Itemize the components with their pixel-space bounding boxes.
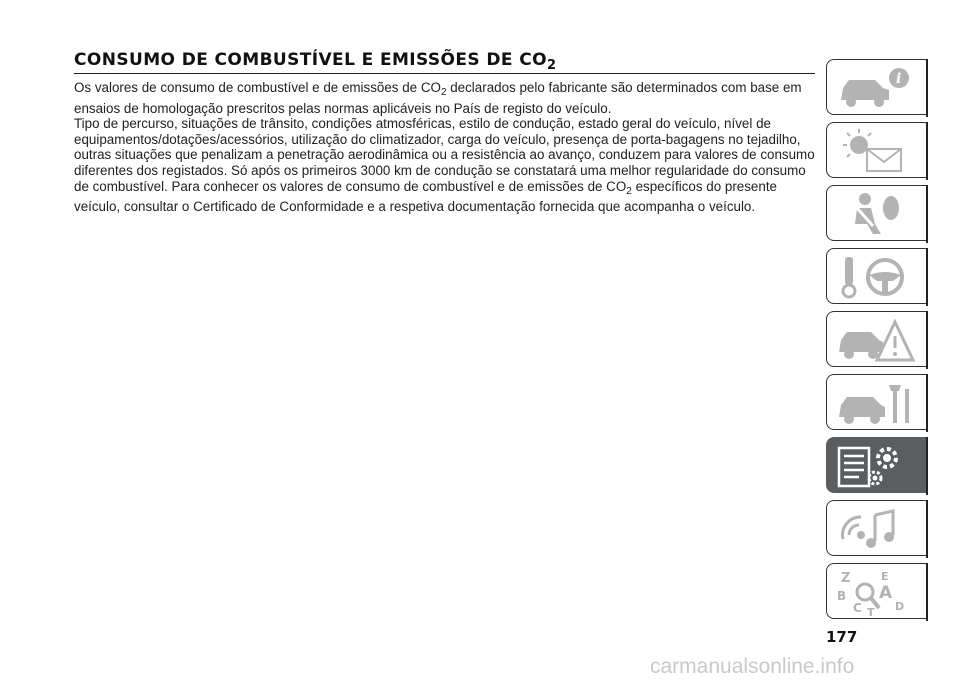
tab-edge [926, 185, 928, 243]
index-letter: C [853, 601, 862, 615]
svg-text:i: i [896, 71, 902, 87]
technical-data-gears-icon [835, 442, 917, 490]
safety-seatbelt-airbag-icon [835, 190, 917, 238]
paragraph-intro-subscript: 2 [440, 87, 447, 98]
alphabetical-index-icon [835, 568, 917, 616]
paragraph-intro [74, 80, 819, 116]
chapter-tab-warning-lights[interactable] [826, 122, 926, 178]
title-rule [74, 73, 815, 74]
index-letter: B [837, 589, 847, 603]
page-title-text: CONSUMO DE COMBUSTÍVEL E EMISSÕES DE CO [74, 50, 547, 70]
chapter-tab-technical-data[interactable] [826, 437, 926, 493]
tab-edge [926, 500, 928, 558]
page-title [74, 50, 556, 73]
tab-edge [926, 311, 928, 369]
car-service-tools-icon [835, 379, 917, 427]
paragraph-intro-text-b: declarados pelo fabricante são determinados com base em ensaios de homologação prescritos pelas normas aplicáveis no País de registo do veículo. [74, 80, 802, 116]
paragraph-intro-text-a: Os valores de consumo de combustível e de emissões de CO [74, 80, 441, 95]
chapter-tab-emergency[interactable] [826, 311, 926, 367]
tab-edge [926, 59, 928, 117]
chapter-tab-index[interactable] [826, 563, 926, 619]
chapter-tab-driving[interactable] [826, 248, 926, 304]
page-title-subscript: 2 [546, 58, 557, 73]
multimedia-radio-icon [835, 505, 917, 553]
chapter-tab-safety[interactable] [826, 185, 926, 241]
paragraph-factors-subscript: 2 [626, 185, 632, 197]
paragraph-factors [74, 116, 819, 215]
tab-edge [926, 374, 928, 432]
tab-edge [926, 248, 928, 306]
watermark: carmanualsonline.info [650, 655, 855, 678]
tab-edge [926, 122, 928, 180]
chapter-tab-multimedia[interactable] [826, 500, 926, 556]
key-steering-wheel-icon [835, 253, 917, 301]
paragraph-factors-text-b: específicos do presente veículo, consultar o Certificado de Conformidade e a respetiva documentação fornecida que acompanha o veículo. [74, 178, 777, 215]
tab-edge [926, 563, 928, 621]
car-info-icon [835, 64, 917, 112]
index-letter: D [895, 600, 905, 613]
paragraph-factors-text-a: Tipo de percurso, situações de trânsito, condições atmosféricas, estilo de condução, estado geral do veículo, nível de equipamentos/dotações/acessórios, utilização do climatizador, carga do veículo, presença de porta-bagagens no tejadilho, outras situações que penalizam a penetração aerodinâmica ou a resistência ao avanço, conduzem para valores de consumo diferentes dos registados. Só após os primeiros 3000 km de condução se constatará uma melhor regularidade do consumo de combustível. Para conhecer os valores de consumo de combustível e de emissões de CO [74, 116, 815, 194]
chapter-tab-maintenance[interactable] [826, 374, 926, 430]
warning-light-message-icon [835, 127, 917, 175]
index-letter: Z [841, 571, 851, 586]
tab-edge [926, 437, 928, 495]
index-letter: E [881, 570, 889, 583]
chapter-tab-car-info[interactable] [826, 59, 926, 115]
index-letter: T [867, 606, 875, 616]
page-number: 177 [826, 628, 858, 646]
body-text [74, 80, 819, 215]
index-letter: A [879, 583, 893, 603]
car-emergency-triangle-icon [835, 316, 917, 364]
